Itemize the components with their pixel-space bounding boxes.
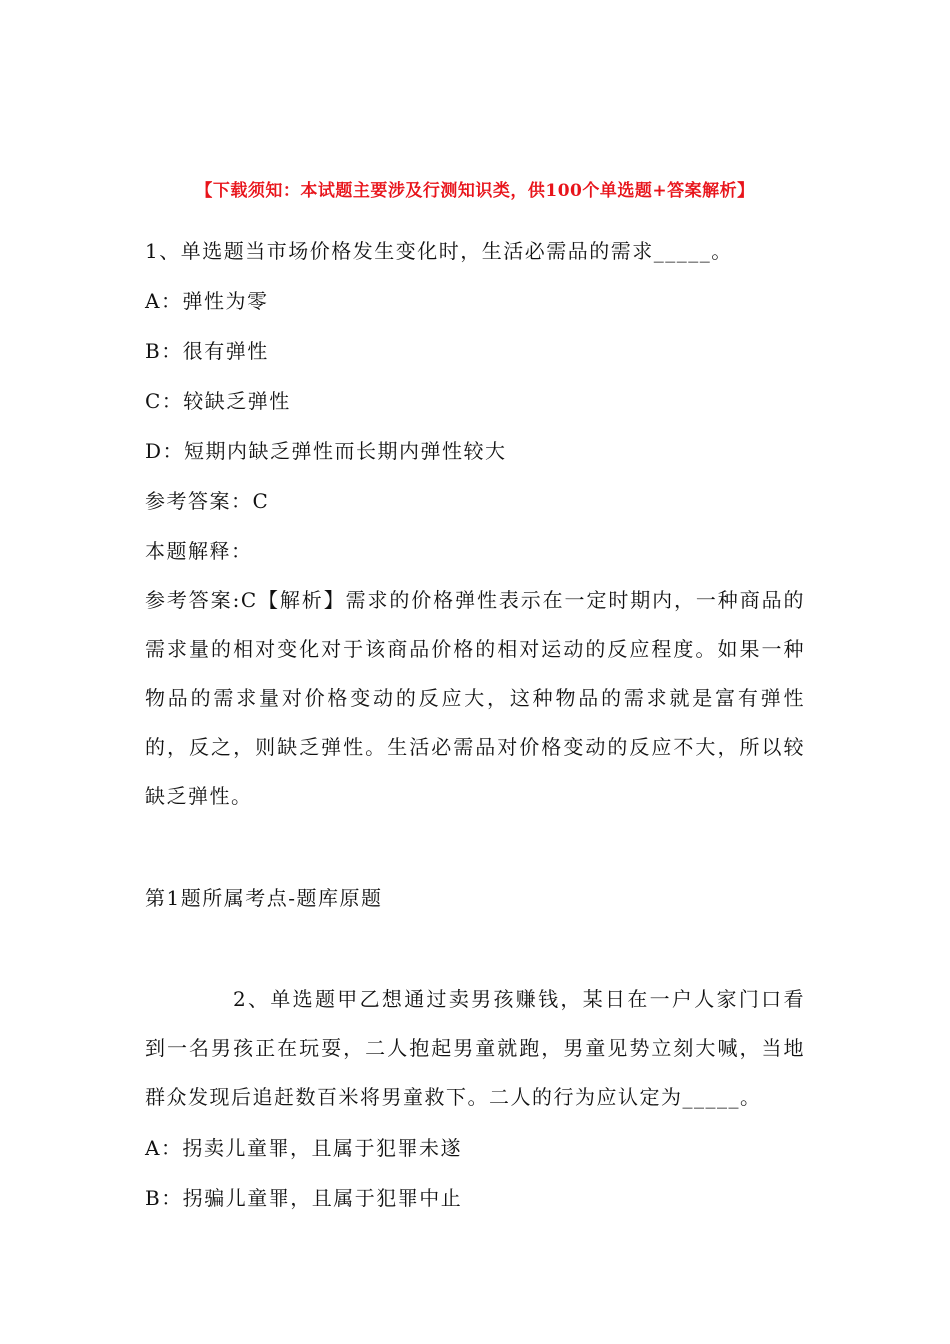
question-1-option-b: B：很有弹性: [145, 339, 269, 363]
question-2-stem: 2、单选题甲乙想通过卖男孩赚钱，某日在一户人家门口看到一名男孩正在玩耍，二人抱起男童就跑，男童见势立刻大喊，当地群众发现后追赶数百米将男童救下。二人的行为应认定为_____。: [145, 987, 805, 1109]
question-1-option-c: C：较缺乏弹性: [145, 389, 291, 413]
question-2-option-b: B：拐骗儿童罪，且属于犯罪中止: [145, 1186, 463, 1210]
download-notice: 【下载须知：本试题主要涉及行测知识类，供100个单选题+答案解析】: [195, 181, 755, 201]
question-1-explanation-label: 本题解释：: [145, 539, 253, 563]
question-1-answer: 参考答案：C: [145, 489, 270, 513]
question-1-option-a: A：弹性为零: [145, 289, 269, 313]
question-1-topic: 第1题所属考点-题库原题: [145, 886, 383, 910]
question-1-explanation: 参考答案:C【解析】需求的价格弹性表示在一定时期内，一种商品的需求量的相对变化对于该商品价格的相对运动的反应程度。如果一种物品的需求量对价格变动的反应大，这种物品的需求就是富有弹性的，反之，则缺乏弹性。生活必需品对价格变动的反应不大，所以较缺乏弹性。: [145, 588, 805, 808]
question-1-stem: 1、单选题当市场价格发生变化时，生活必需品的需求_____。: [145, 239, 733, 263]
question-2-option-a: A：拐卖儿童罪，且属于犯罪未遂: [145, 1136, 462, 1160]
question-1-option-d: D：短期内缺乏弹性而长期内弹性较大: [145, 439, 507, 463]
